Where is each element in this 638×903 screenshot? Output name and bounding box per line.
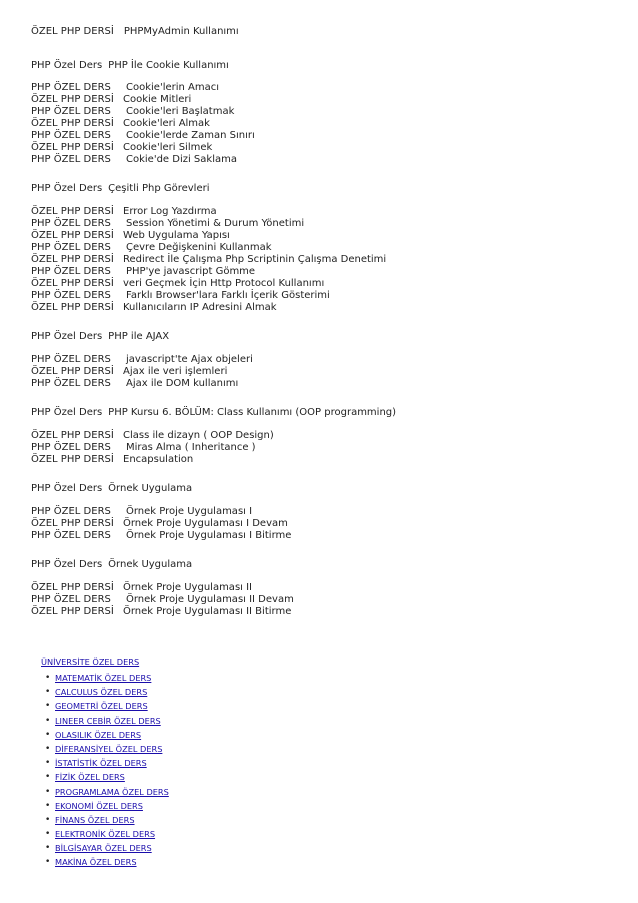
row-topic: Cookie'lerde Zaman Sınırı	[126, 130, 255, 141]
section-heading-left: PHP Özel Ders	[31, 183, 103, 194]
link-list-item	[41, 742, 341, 756]
row-topic: javascript'te Ajax objeleri	[126, 354, 253, 365]
link-list-item	[41, 671, 341, 685]
section-row	[31, 506, 621, 518]
course-link[interactable]: EKONOMİ ÖZEL DERS	[55, 800, 143, 811]
row-label: ÖZEL PHP DERSİ	[31, 302, 114, 313]
row-label: PHP ÖZEL DERS	[31, 106, 111, 117]
row-label: PHP ÖZEL DERS	[31, 218, 111, 229]
row-topic: Ajax ile veri işlemleri	[123, 366, 228, 377]
header-left: ÖZEL PHP DERSİ	[31, 26, 114, 37]
course-link[interactable]: MAKİNA ÖZEL DERS	[55, 857, 137, 868]
row-label: ÖZEL PHP DERSİ	[31, 206, 114, 217]
bullet-icon: •	[45, 758, 51, 769]
row-topic: Session Yönetimi & Durum Yönetimi	[126, 218, 305, 229]
row-topic: Cookie'leri Silmek	[123, 142, 213, 153]
course-link[interactable]: FİZİK ÖZEL DERS	[55, 772, 125, 783]
row-label: PHP ÖZEL DERS	[31, 266, 111, 277]
row-label: ÖZEL PHP DERSİ	[31, 94, 114, 105]
row-topic: Encapsulation	[123, 454, 194, 465]
link-list-item	[41, 785, 341, 799]
page-header	[31, 26, 621, 38]
row-label: PHP ÖZEL DERS	[31, 354, 111, 365]
row-label: ÖZEL PHP DERSİ	[31, 606, 114, 617]
section-row	[31, 254, 621, 266]
row-label: ÖZEL PHP DERSİ	[31, 518, 114, 529]
bullet-icon: •	[45, 800, 51, 811]
link-list-item	[41, 855, 341, 869]
bullet-icon: •	[45, 701, 51, 712]
row-topic: Örnek Proje Uygulaması II Devam	[126, 594, 294, 605]
row-topic: veri Geçmek İçin Http Protocol Kullanımı	[123, 278, 325, 289]
section-row	[31, 242, 621, 254]
row-label: ÖZEL PHP DERSİ	[31, 278, 114, 289]
section-row	[31, 290, 621, 302]
section-row	[31, 530, 621, 542]
section-heading-right: PHP ile AJAX	[108, 331, 170, 342]
bullet-icon: •	[45, 673, 51, 683]
course-link[interactable]: FİNANS ÖZEL DERS	[55, 814, 135, 825]
section-row	[31, 354, 621, 366]
section-row	[31, 366, 621, 378]
course-link[interactable]: CALCULUS ÖZEL DERS	[55, 687, 148, 698]
bullet-icon: •	[45, 772, 51, 783]
row-topic: Cokie'de Dizi Saklama	[126, 154, 237, 165]
section-heading-left: PHP Özel Ders	[31, 407, 103, 418]
section-heading	[31, 331, 621, 343]
link-list-item	[41, 770, 341, 784]
link-list-item	[41, 699, 341, 713]
row-topic: Kullanıcıların IP Adresini Almak	[123, 302, 277, 313]
row-topic: Örnek Proje Uygulaması II Bitirme	[123, 606, 292, 617]
row-label: PHP ÖZEL DERS	[31, 442, 111, 453]
row-topic: Error Log Yazdırma	[123, 206, 217, 217]
section-heading	[31, 483, 621, 495]
section-heading	[31, 60, 621, 72]
row-label: ÖZEL PHP DERSİ	[31, 582, 114, 593]
section-row	[31, 302, 621, 314]
section-heading	[31, 559, 621, 571]
bullet-icon: •	[45, 687, 51, 698]
section-row	[31, 266, 621, 278]
row-label: PHP ÖZEL DERS	[31, 378, 111, 389]
row-topic: Farklı Browser'lara Farklı İçerik Gösterimi	[126, 290, 330, 301]
course-link[interactable]: GEOMETRİ ÖZEL DERS	[55, 701, 148, 712]
row-topic: Cookie Mitleri	[123, 94, 192, 105]
row-label: PHP ÖZEL DERS	[31, 506, 111, 517]
section-heading-right: Örnek Uygulama	[108, 559, 193, 570]
course-link[interactable]: DİFERANSİYEL ÖZEL DERS	[55, 743, 163, 754]
row-label: ÖZEL PHP DERSİ	[31, 366, 114, 377]
row-label: PHP ÖZEL DERS	[31, 242, 111, 253]
sections-container	[31, 60, 621, 618]
section-heading-right: Örnek Uygulama	[108, 483, 193, 494]
row-label: ÖZEL PHP DERSİ	[31, 454, 114, 465]
row-topic: Örnek Proje Uygulaması I Bitirme	[126, 530, 292, 541]
bullet-icon: •	[45, 715, 51, 726]
row-label: PHP ÖZEL DERS	[31, 154, 111, 165]
row-topic: Cookie'leri Almak	[123, 118, 210, 129]
course-link[interactable]: OLASILIK ÖZEL DERS	[55, 729, 142, 740]
section-row	[31, 142, 621, 154]
row-label: PHP ÖZEL DERS	[31, 530, 111, 541]
bullet-icon: •	[45, 829, 51, 840]
section-row	[31, 606, 621, 618]
bullet-icon: •	[45, 857, 51, 868]
row-topic: PHP'ye javascript Gömme	[126, 266, 256, 277]
section-row	[31, 82, 621, 94]
course-link[interactable]: LINEER CEBİR ÖZEL DERS	[55, 715, 161, 726]
section-row	[31, 106, 621, 118]
section-row	[31, 94, 621, 106]
course-link[interactable]: PROGRAMLAMA ÖZEL DERS	[55, 786, 169, 797]
bullet-icon: •	[45, 843, 51, 854]
section-heading-left: PHP Özel Ders	[31, 559, 103, 570]
link-list-item	[41, 813, 341, 827]
section-row	[31, 454, 621, 466]
course-link[interactable]: MATEMATİK ÖZEL DERS	[55, 673, 152, 683]
row-label: PHP ÖZEL DERS	[31, 290, 111, 301]
section-row	[31, 154, 621, 166]
section-row	[31, 206, 621, 218]
section-row	[31, 430, 621, 442]
section-heading-right: PHP İle Cookie Kullanımı	[108, 60, 229, 71]
section-row	[31, 230, 621, 242]
section-row	[31, 582, 621, 594]
bullet-icon: •	[45, 743, 51, 754]
row-label: ÖZEL PHP DERSİ	[31, 118, 114, 129]
section-heading-right: Çeşitli Php Görevleri	[108, 183, 210, 194]
link-list-item	[41, 799, 341, 813]
link-top[interactable]	[41, 656, 341, 668]
bullet-icon: •	[45, 729, 51, 740]
link-list-item	[41, 714, 341, 728]
section-heading-right: PHP Kursu 6. BÖLÜM: Class Kullanımı (OOP programming)	[108, 407, 397, 418]
row-label: ÖZEL PHP DERSİ	[31, 142, 114, 153]
section-row	[31, 442, 621, 454]
section-row	[31, 594, 621, 606]
row-topic: Redirect İle Çalışma Php Scriptinin Çalışma Denetimi	[123, 254, 387, 265]
row-topic: Ajax ile DOM kullanımı	[126, 378, 239, 389]
link-list-item	[41, 827, 341, 841]
section-row	[31, 518, 621, 530]
course-link[interactable]: İSTATİSTİK ÖZEL DERS	[55, 758, 147, 769]
link-list-item	[41, 728, 341, 742]
section-row	[31, 378, 621, 390]
row-topic: Class ile dizayn ( OOP Design)	[123, 430, 274, 441]
document-body	[31, 26, 621, 618]
course-link[interactable]: ELEKTRONİK ÖZEL DERS	[55, 829, 156, 840]
section-heading	[31, 183, 621, 195]
bullet-icon: •	[45, 786, 51, 797]
row-topic: Web Uygulama Yapısı	[123, 230, 230, 241]
section-heading-left: PHP Özel Ders	[31, 331, 103, 342]
row-label: ÖZEL PHP DERSİ	[31, 230, 114, 241]
section-row	[31, 118, 621, 130]
link-items	[41, 671, 341, 870]
row-topic: Örnek Proje Uygulaması II	[123, 582, 253, 593]
row-label: ÖZEL PHP DERSİ	[31, 254, 114, 265]
link-list-item	[41, 685, 341, 699]
row-label: PHP ÖZEL DERS	[31, 82, 111, 93]
row-label: PHP ÖZEL DERS	[31, 130, 111, 141]
row-topic: Cookie'lerin Amacı	[126, 82, 220, 93]
row-topic: Çevre Değişkenini Kullanmak	[126, 242, 272, 253]
row-label: PHP ÖZEL DERS	[31, 594, 111, 605]
row-topic: Örnek Proje Uygulaması I Devam	[123, 518, 288, 529]
link-universite[interactable]: ÜNİVERSİTE ÖZEL DERS	[41, 657, 140, 667]
link-list-item	[41, 756, 341, 770]
bullet-icon: •	[45, 814, 51, 825]
section-row	[31, 218, 621, 230]
header-right: PHPMyAdmin Kullanımı	[123, 26, 239, 37]
link-list-item	[41, 841, 341, 855]
section-heading-left: PHP Özel Ders	[31, 60, 103, 71]
row-topic: Örnek Proje Uygulaması I	[126, 506, 253, 517]
row-label: ÖZEL PHP DERSİ	[31, 430, 114, 441]
row-topic: Miras Alma ( Inheritance )	[126, 442, 256, 453]
section-heading	[31, 407, 621, 419]
link-list	[41, 656, 341, 870]
row-topic: Cookie'leri Başlatmak	[126, 106, 235, 117]
course-link[interactable]: BİLGİSAYAR ÖZEL DERS	[55, 843, 152, 854]
section-heading-left: PHP Özel Ders	[31, 483, 103, 494]
section-row	[31, 130, 621, 142]
section-row	[31, 278, 621, 290]
